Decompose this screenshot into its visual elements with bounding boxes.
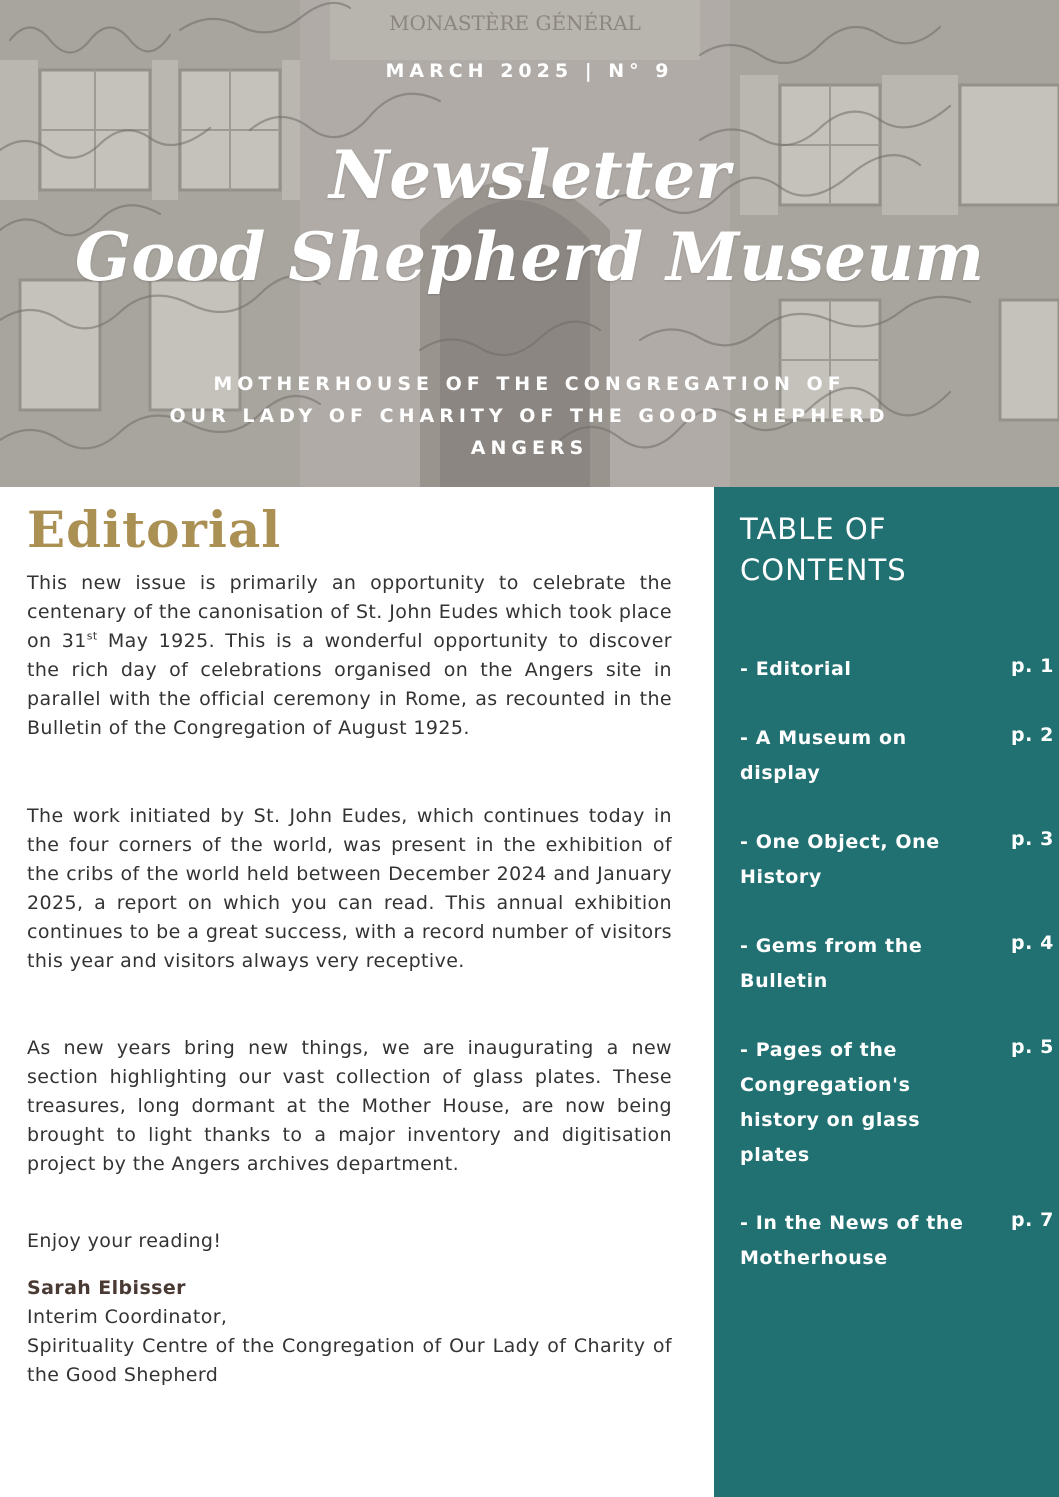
toc-item-museum-on-display[interactable] [740,721,1054,791]
toc-item-editorial[interactable] [740,652,1054,687]
toc-item-label: - Gems from the Bulletin [740,935,923,992]
toc-item-label: - Pages of the Congregation's history on glass plates [740,1039,921,1166]
toc-item-page: p. 5 [1010,1036,1054,1058]
newsletter-title-line1: Newsletter [328,136,731,214]
toc-title [740,509,907,591]
editorial-closing: Enjoy your reading! [27,1230,222,1252]
table-of-contents-panel [714,487,1059,1497]
toc-item-page: p. 1 [1010,655,1054,677]
editorial-p1-sup: st [86,629,98,643]
editorial-paragraph-2: The work initiated by St. John Eudes, which continues today in the four corners of the world, was present in the exhibition of the cribs of the world held between December 2024 and January 2025, a report on which you can read. This annual exhibition continues to be a great success, with a record number of visitors this year and visitors always very receptive. [27,805,672,972]
toc-item-news-of-motherhouse[interactable] [740,1206,1054,1276]
header-banner [0,0,1059,487]
subtitle-line2: OUR LADY OF CHARITY OF THE GOOD SHEPHERD [169,405,890,427]
editorial-p1-after: May 1925. This is a wonderful opportunity to discover the rich day of celebrations organised on the Angers site in parallel with the official ceremony in Rome, as recounted in the Bulletin of the Congregation of August 1925. [27,630,673,739]
signature-role: Interim Coordinator, [27,1306,228,1328]
subtitle-line1: MOTHERHOUSE OF THE CONGREGATION OF [213,373,846,395]
toc-title-line1: TABLE OF [740,512,887,546]
editorial-p1-before: This new issue is primarily an opportunity to celebrate the centenary of the canonisation of St. John Eudes which took place on 31 [27,572,672,652]
signature-organisation: Spirituality Centre of the Congregation of Our Lady of Charity of the Good Shepherd [27,1335,672,1386]
toc-item-gems-from-bulletin[interactable] [740,929,1054,999]
toc-item-label: - A Museum on display [740,727,907,784]
facade-inscription: MONASTÈRE GÉNÉRAL [389,11,641,35]
toc-item-label: - Editorial [740,658,852,680]
toc-item-page: p. 4 [1010,932,1054,954]
issue-number: MARCH 2025 | N° 9 [385,60,674,82]
toc-item-page: p. 2 [1010,724,1054,746]
editorial-paragraph-1 [27,569,672,743]
signature-name: Sarah Elbisser [27,1277,186,1299]
toc-item-page: p. 7 [1010,1209,1054,1231]
toc-item-glass-plates[interactable] [740,1033,1054,1173]
toc-item-label: - One Object, One History [740,831,940,888]
toc-item-page: p. 3 [1010,828,1054,850]
toc-item-label: - In the News of the Motherhouse [740,1212,964,1269]
editorial-heading: Editorial [27,500,282,559]
subtitle-line3: ANGERS [470,437,589,459]
signature-block [27,1274,672,1390]
editorial-paragraph-3: As new years bring new things, we are inaugurating a new section highlighting our vast collection of glass plates. These treasures, long dormant at the Mother House, are now being brought to light thanks to a major inventory and digitisation project by the Angers archives department. [27,1037,672,1175]
toc-item-one-object-one-history[interactable] [740,825,1054,895]
newsletter-title-line2: Good Shepherd Museum [74,218,985,296]
toc-title-line2: CONTENTS [740,553,907,587]
